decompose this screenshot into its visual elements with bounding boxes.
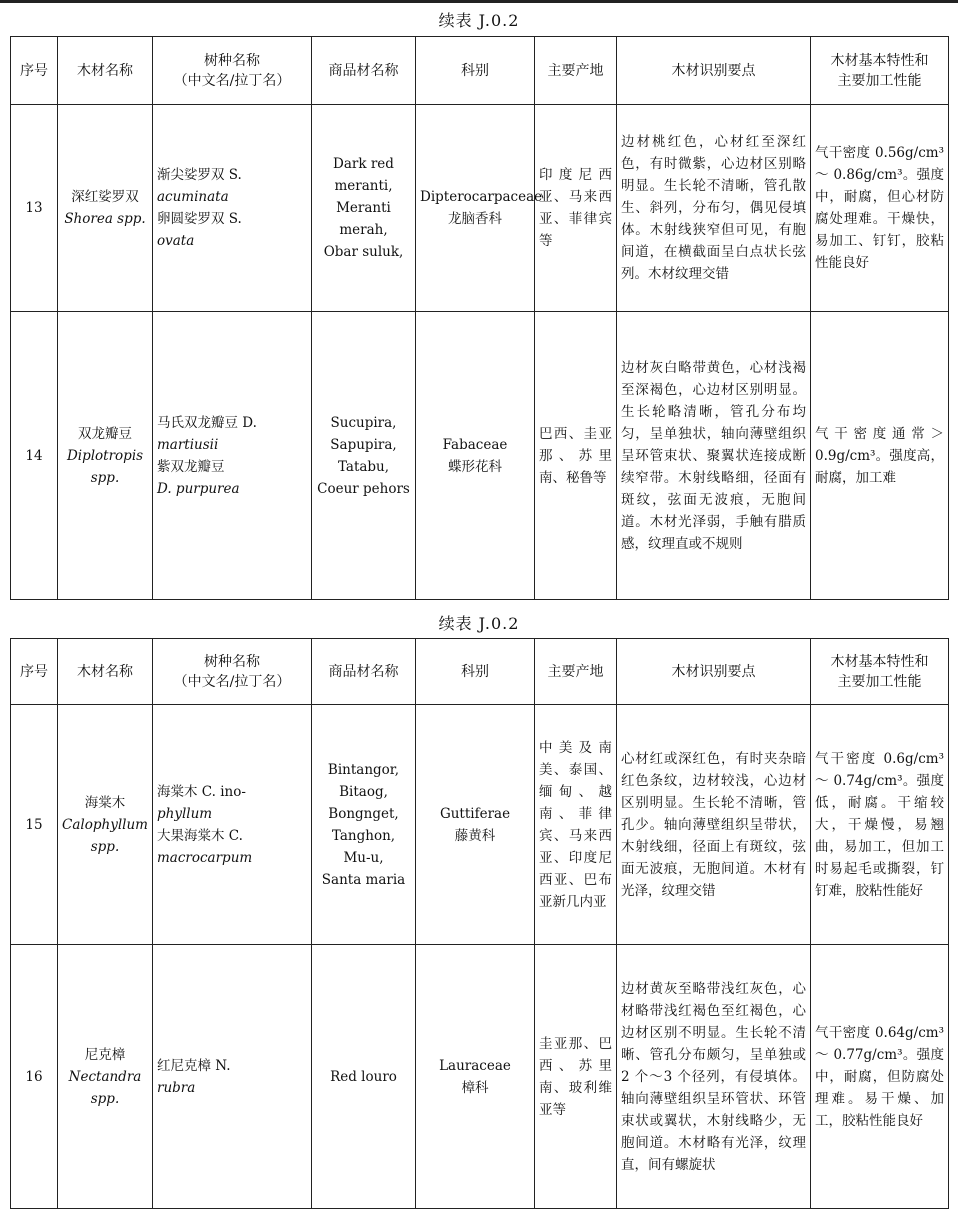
wood-name-cn: 深红娑罗双 [71,189,139,205]
header-cell: 科别 [416,639,535,705]
header-row [11,639,949,705]
row-number: 14 [11,312,58,600]
row-number: 13 [11,105,58,312]
properties: 气干密度通常＞0.9g/cm³。强度高，耐腐，加工难 [811,312,949,600]
wood-name-lat: Shorea spp. [64,211,146,227]
wood-name [58,312,153,600]
header-row [11,37,949,105]
family [416,705,535,945]
properties: 气干密度 0.56g/cm³ ～ 0.86g/cm³。强度中，耐腐，但心材防腐处理难。干燥快，易加工、钉钉，胶粘性能良好 [811,105,949,312]
family-cn: 蝶形花科 [448,458,502,475]
species-cn: 渐尖娑罗双 S. [157,167,242,183]
wood-name-lat: Diplotropis spp. [66,447,144,486]
header-cell: 木材基本特性和 主要加工性能 [811,639,949,705]
wood-name-lat: Nectandra spp. [68,1068,142,1107]
table-caption-2: 续表 J.0.2 [438,614,520,633]
trade-name: Bintangor, [327,761,400,778]
species-cn: 红尼克樟 N. [157,1057,231,1074]
species-cn: 马氏双龙瓣豆 D. [157,414,257,431]
species-cn: 大果海棠木 C. [157,827,243,844]
origin: 印度尼西亚、马来西亚、菲律宾等 [535,105,617,312]
species-lat: macrocarpum [157,849,253,866]
family-cn: 樟科 [461,1079,489,1096]
origin: 圭亚那、巴西、苏里南、玻利维亚等 [535,945,617,1209]
family-lat: Dipterocarpaceae [420,189,543,205]
wood-name-cn: 双龙瓣豆 [78,425,132,442]
header-cell: 木材识别要点 [617,37,811,105]
properties: 气干密度 0.64g/cm³ ～ 0.77g/cm³。强度中，耐腐，但防腐处理难。易干燥、加工，胶粘性能良好 [811,945,949,1209]
species-cn: 海棠木 C. ino- [157,783,246,800]
trade-name: Meranti merah, [336,200,391,238]
species-names [153,105,312,312]
table-row [11,945,949,1209]
header-cell: 序号 [11,37,58,105]
species-names [153,705,312,945]
properties: 气干密度 0.6g/cm³ ～ 0.74g/cm³。强度低，耐腐。干缩较大，干燥慢，易翘曲，易加工，但加工时易起毛或撕裂，钉钉难，胶粘性能好 [811,705,949,945]
family [416,312,535,600]
row-number: 15 [11,705,58,945]
origin: 巴西、圭亚那、苏里南、秘鲁等 [535,312,617,600]
family [416,945,535,1209]
species-lat: acuminata [157,189,229,205]
wood-name [58,105,153,312]
table-row [11,105,949,312]
wood-table-part-1 [10,36,949,600]
wood-name-lat: Calophyllum spp. [62,816,148,855]
header-cell: 木材基本特性和 主要加工性能 [811,37,949,105]
species-lat: martiusii [157,436,219,453]
family-lat: Fabaceae [442,436,508,453]
header-cell: 树种名称 （中文名/拉丁名） [153,37,312,105]
wood-name-cn: 尼克樟 [84,1046,126,1063]
header-cell: 木材名称 [58,37,153,105]
wood-name [58,945,153,1209]
header-cell: 商品材名称 [312,639,416,705]
wood-name [58,705,153,945]
trade-name: Coeur pehors [317,480,410,497]
trade-name: Santa maria [321,871,406,888]
wood-name-cn: 海棠木 [84,794,126,811]
family-cn: 藤黄科 [454,827,496,844]
trade-name: Dark red [333,156,394,172]
wood-table-part-2 [10,638,949,1209]
trade-name: Red louro [330,1068,397,1085]
top-rule [0,0,958,3]
trade-name: Obar suluk, [323,244,404,260]
species-cn: 卵圆娑罗双 S. [157,211,242,227]
identification-points: 心材红或深红色，有时夹杂暗红色条纹，边材较浅，心边材区别明显。生长轮不清晰，管孔少。轴向薄壁组织呈带状，木射线细，径面上有斑纹，弦面无波痕，无胞间道。木材有光泽，纹理交错 [617,705,811,945]
trade-name: meranti, [334,178,393,194]
trade-names [312,705,416,945]
trade-name: Mu-u, [343,849,384,866]
trade-name: Bongnget, [328,805,399,822]
table-row [11,705,949,945]
row-number: 16 [11,945,58,1209]
species-names [153,945,312,1209]
header-cell: 商品材名称 [312,37,416,105]
family-lat: Lauraceae [439,1057,511,1074]
identification-points: 边材灰白略带黄色，心材浅褐至深褐色，心边材区别明显。生长轮略清晰，管孔分布均匀，呈单独状，轴向薄壁组织呈环管束状、聚翼状连接成断续窄带。木射线略细，径面有斑纹，弦面无波痕，无胞间道。木材光泽弱，手触有腊质感，纹理直或不规则 [617,312,811,600]
family-cn: 龙脑香科 [448,211,502,227]
header-cell: 木材识别要点 [617,639,811,705]
trade-names [312,312,416,600]
identification-points: 边材桃红色，心材红至深红色，有时微紫，心边材区别略明显。生长轮不清晰，管孔散生、斜列，分布匀，偶见侵填体。木射线狭窄但可见，有胞间道，在横截面呈白点状长弦列。木材纹理交错 [617,105,811,312]
species-lat: rubra [157,1079,196,1096]
table-row [11,312,949,600]
header-cell: 科别 [416,37,535,105]
header-cell: 主要产地 [535,37,617,105]
origin: 中美及南美、泰国、缅甸、越南、菲律宾、马来西亚、印度尼西亚、巴布亚新几内亚 [535,705,617,945]
species-lat: D. purpurea [157,480,240,497]
header-cell: 木材名称 [58,639,153,705]
trade-name: Bitaog, [339,783,388,800]
trade-name: Sucupira, [330,414,397,431]
species-lat: ovata [157,233,195,249]
table-caption-1: 续表 J.0.2 [438,11,520,30]
trade-names [312,105,416,312]
header-cell: 序号 [11,639,58,705]
species-lat: phyllum [157,805,213,822]
species-cn: 紫双龙瓣豆 [157,458,225,475]
header-cell: 树种名称 （中文名/拉丁名） [153,639,312,705]
identification-points: 边材黄灰至略带浅红灰色，心材略带浅红褐色至红褐色，心边材区别不明显。生长轮不清晰、管孔分布颇匀，呈单独或 2 个～3 个径列，有侵填体。轴向薄壁组织呈环管状、环管束状或翼状，木射线略少，无胞间道。木材略有光泽，纹理直，间有螺旋状 [617,945,811,1209]
trade-name: Sapupira, [330,436,397,453]
species-names [153,312,312,600]
header-cell: 主要产地 [535,639,617,705]
trade-names [312,945,416,1209]
family [416,105,543,312]
trade-name: Tatabu, [337,458,390,475]
family-lat: Guttiferae [439,805,511,822]
trade-name: Tanghon, [331,827,396,844]
